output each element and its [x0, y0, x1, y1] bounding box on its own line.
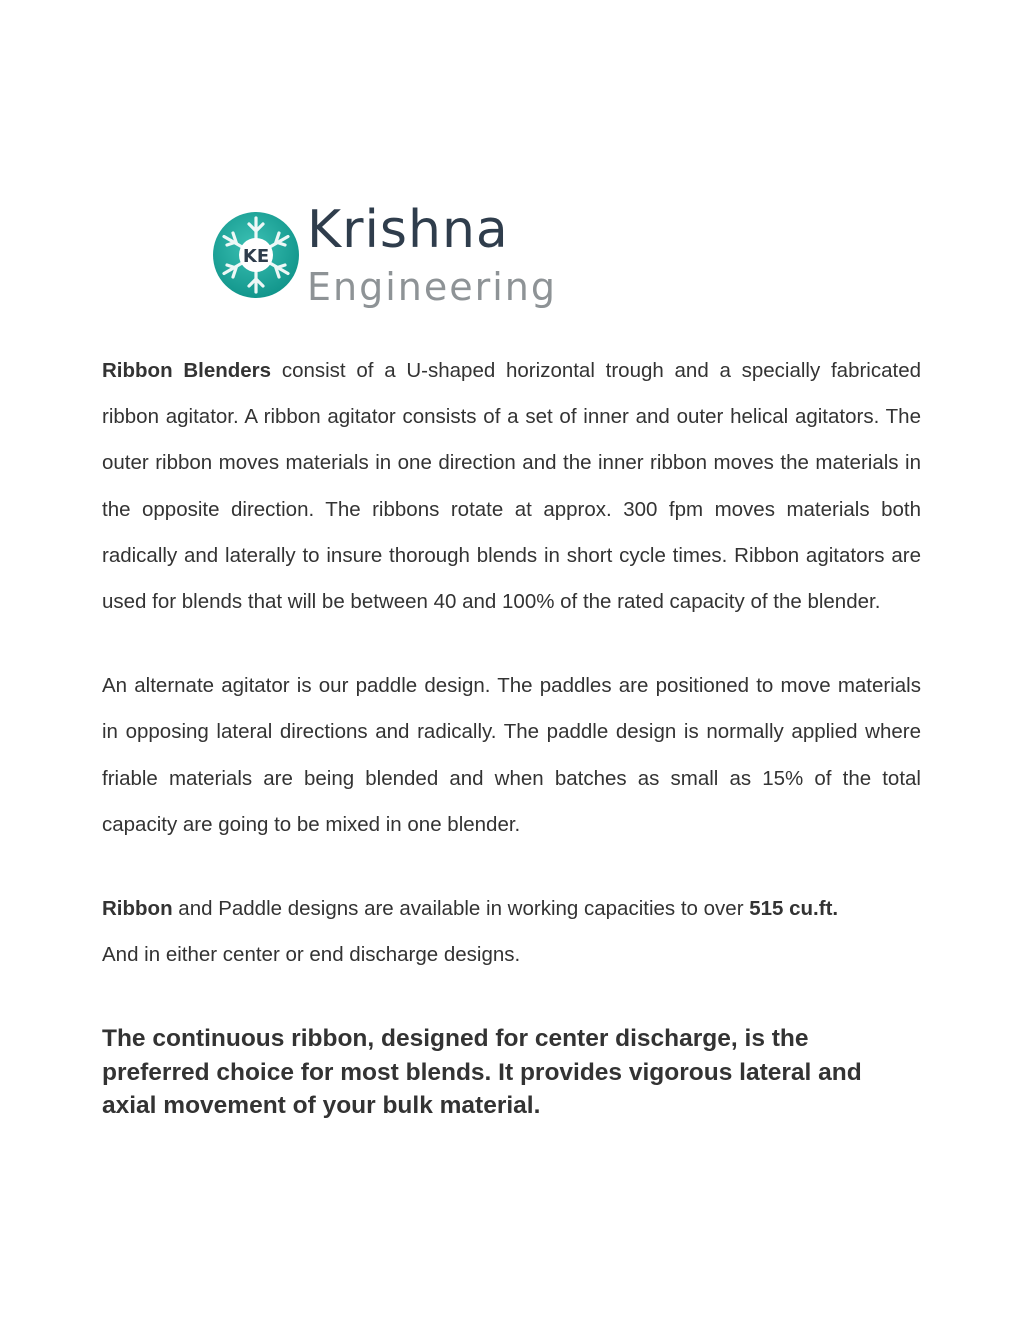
paragraph2-text: An alternate agitator is our paddle design. The paddles are positioned to move materials in opposing lateral directions and radically. The paddle design is normally applied where friable materials are being blended and when batches as small as 15% of the total capacity are going to be mixed in one blender. — [102, 674, 921, 836]
company-logo — [211, 196, 591, 322]
emblem-text: KE — [242, 246, 270, 267]
paragraph3-bold-value: 515 cu.ft. — [749, 897, 839, 921]
paragraph3-second-line: And in either center or end discharge designs. — [102, 943, 521, 967]
paragraph1-text: consist of a U-shaped horizontal trough and a specially fabricated ribbon agitator. A ribbon agitator consists of a set of inner and outer helical agitators. The outer ribbon moves materials in one direction and the inner ribbon moves the materials in the opposite direction. The ribbons rotate at approx. 300 fpm moves materials both radically and laterally to insure thorough blends in short cycle times. Ribbon agitators are used for blends that will be between 40 and 100% of the rated capacity of the blender. — [102, 359, 922, 614]
paragraph-capacities — [102, 886, 921, 978]
paragraph1-bold-lead: Ribbon Blenders — [102, 359, 272, 382]
document-body — [102, 348, 921, 1123]
logo-subtitle: Engineering — [307, 265, 557, 309]
logo-name: Krishna — [307, 200, 509, 260]
paragraph3-bold-lead: Ribbon — [102, 897, 173, 921]
snowflake-emblem-icon — [211, 210, 301, 300]
paragraph3-text: and Paddle designs are available in working capacities to over — [172, 897, 750, 921]
paragraph-ribbon-blenders — [102, 348, 921, 625]
lead-statement: The continuous ribbon, designed for center discharge, is the preferred choice for most blends. It provides vigorous lateral and axial movement of your bulk material. — [102, 1025, 862, 1120]
paragraph-paddle-design — [102, 663, 921, 848]
